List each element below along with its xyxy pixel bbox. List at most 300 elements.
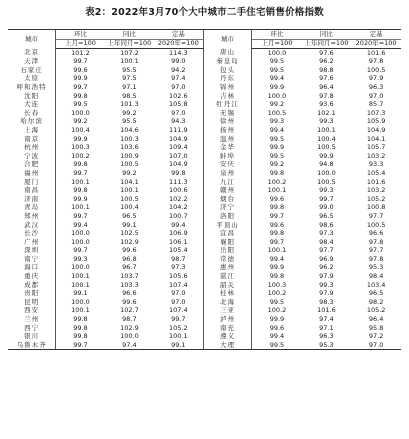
yoy-cell-left: 100.4 xyxy=(120,203,139,212)
city-cell-right: 南充 xyxy=(203,324,252,333)
mom-cell-right: 99.3 xyxy=(269,117,285,126)
mom-cell-right: 99.4 xyxy=(269,332,285,341)
table-row xyxy=(8,289,401,298)
mom-cell-left: 100.0 xyxy=(71,108,90,117)
table-row xyxy=(8,57,401,66)
fixed-cell-right: 96.5 xyxy=(368,289,384,298)
mom-cell-right: 99.8 xyxy=(269,272,285,281)
yoy-cell-left: 97.1 xyxy=(122,83,137,92)
fixed-subheader-right: 2020年=100 xyxy=(351,39,401,48)
table-row xyxy=(8,220,401,229)
yoy-cell-left: 100.5 xyxy=(120,160,139,169)
fixed-cell-left: 98.7 xyxy=(171,254,186,263)
fixed-cell-right: 98.2 xyxy=(368,297,384,306)
fixed-cell-right: 97.9 xyxy=(368,74,384,83)
yoy-cell-right: 101.6 xyxy=(317,306,336,315)
mom-cell-left: 99.9 xyxy=(73,194,88,203)
fixed-cell-left: 111.9 xyxy=(169,125,188,134)
mom-cell-right: 99.6 xyxy=(269,194,285,203)
mom-cell-left: 100.1 xyxy=(71,306,90,315)
fixed-cell-right: 97.8 xyxy=(368,254,384,263)
fixed-cell-right: 97.8 xyxy=(368,237,384,246)
yoy-cell-left: 102.9 xyxy=(120,237,139,246)
city-cell-left: 重庆 xyxy=(8,272,56,281)
mom-cell-right: 99.5 xyxy=(269,57,285,66)
fixed-cell-right: 97.8 xyxy=(368,57,384,66)
table-row xyxy=(8,117,401,126)
yoy-cell-right: 97.6 xyxy=(319,74,334,83)
mom-cell-right: 99.6 xyxy=(269,220,285,229)
city-cell-right: 济宁 xyxy=(203,203,252,212)
city-cell-right: 秦皇岛 xyxy=(203,57,252,66)
fixed-cell-left: 97.4 xyxy=(171,74,186,83)
yoy-cell-left: 103.6 xyxy=(120,143,139,152)
fixed-cell-left: 106.9 xyxy=(169,229,188,238)
yoy-cell-left: 97.4 xyxy=(105,341,154,350)
yoy-cell-left: 100.1 xyxy=(120,186,139,195)
fixed-cell-left: 100.6 xyxy=(169,186,188,195)
table-row xyxy=(8,212,401,221)
table-row xyxy=(8,126,401,135)
city-cell-right: 湛江 xyxy=(203,272,252,281)
table-row xyxy=(8,263,401,272)
fixed-cell-right: 101.6 xyxy=(366,177,386,186)
mom-cell-right: 99.5 xyxy=(269,297,285,306)
yoy-cell-left: 101.3 xyxy=(120,100,139,109)
yoy-cell-left: 97.5 xyxy=(122,74,137,83)
table-row xyxy=(8,306,401,315)
fixed-cell-right: 100.5 xyxy=(366,220,386,229)
table-row xyxy=(8,341,401,350)
fixed-cell-left: 109.4 xyxy=(169,143,188,152)
fixed-cell-left: 97.0 xyxy=(171,108,186,117)
city-cell-right: 唐山 xyxy=(203,48,252,57)
city-cell-left: 成都 xyxy=(8,281,56,290)
city-cell-left: 沈阳 xyxy=(8,92,56,101)
city-cell-right: 大理 xyxy=(203,341,252,350)
city-cell-left: 武汉 xyxy=(8,220,56,229)
fixed-cell-right: 105.2 xyxy=(366,194,386,203)
fixed-cell-left: 100.1 xyxy=(169,332,188,341)
yoy-cell-left: 100.1 xyxy=(120,57,139,66)
mom-cell-left: 100.0 xyxy=(71,237,90,246)
mom-cell-left: 100.2 xyxy=(71,151,90,160)
fixed-cell-right: 96.4 xyxy=(368,315,384,324)
city-cell-left: 昆明 xyxy=(8,298,56,307)
fixed-cell-left: 94.3 xyxy=(171,117,186,126)
fixed-cell-right: 97.2 xyxy=(368,332,384,341)
fixed-cell-right: 96.3 xyxy=(368,83,384,92)
table-row xyxy=(8,229,401,238)
yoy-cell-left: 96.8 xyxy=(122,254,137,263)
table-row xyxy=(8,100,401,109)
fixed-cell-right: 103.2 xyxy=(366,186,386,195)
yoy-cell-right: 96.2 xyxy=(319,263,334,272)
city-cell-right: 常德 xyxy=(203,255,252,264)
table-row xyxy=(8,238,401,247)
city-cell-left: 厦门 xyxy=(8,178,56,187)
city-cell-left: 兰州 xyxy=(8,315,56,324)
yoy-cell-right: 102.1 xyxy=(317,108,336,117)
yoy-cell-right: 94.8 xyxy=(319,160,334,169)
table-row xyxy=(8,195,401,204)
yoy-cell-right: 98.6 xyxy=(319,220,334,229)
table-row xyxy=(8,143,401,152)
yoy-cell-right: 100.1 xyxy=(317,125,336,134)
mom-cell-left: 99.6 xyxy=(73,65,88,74)
fixed-cell-left: 114.3 xyxy=(169,48,188,57)
city-cell-right: 丹东 xyxy=(203,74,252,83)
city-cell-right: 遵义 xyxy=(203,332,252,341)
city-cell-right: 三亚 xyxy=(203,306,252,315)
yoy-cell-right: 95.3 xyxy=(302,341,352,350)
table-row xyxy=(8,48,401,57)
table-row xyxy=(8,315,401,324)
city-cell-left: 贵阳 xyxy=(8,289,56,298)
yoy-cell-left: 100.3 xyxy=(120,134,139,143)
yoy-cell-right: 97.4 xyxy=(319,315,334,324)
fixed-cell-right: 103.2 xyxy=(366,151,386,160)
fixed-cell-left: 105.6 xyxy=(169,272,188,281)
city-cell-left: 济南 xyxy=(8,195,56,204)
fixed-cell-left: 97.0 xyxy=(171,297,186,306)
city-cell-left: 乌鲁木齐 xyxy=(8,341,56,350)
mom-cell-left: 100.1 xyxy=(71,272,90,281)
city-cell-left: 郑州 xyxy=(8,212,56,221)
yoy-cell-left: 100.5 xyxy=(120,194,139,203)
city-cell-left: 深圳 xyxy=(8,246,56,255)
table-row xyxy=(8,135,401,144)
mom-cell-left: 100.0 xyxy=(71,229,90,238)
fixed-cell-right: 85.7 xyxy=(368,100,384,109)
yoy-cell-left: 99.6 xyxy=(122,297,137,306)
fixed-cell-left: 102.6 xyxy=(169,91,188,100)
yoy-cell-left: 103.3 xyxy=(120,280,139,289)
yoy-cell-left: 99.1 xyxy=(122,220,137,229)
mom-cell-right: 99.4 xyxy=(269,125,285,134)
mom-cell-right: 99.5 xyxy=(269,65,285,74)
mom-cell-left: 99.7 xyxy=(73,168,88,177)
fixed-cell-left: 107.4 xyxy=(169,280,188,289)
yoy-cell-left: 99.2 xyxy=(122,108,137,117)
fixed-cell-right: 105.4 xyxy=(366,168,386,177)
city-cell-left: 西安 xyxy=(8,306,56,315)
mom-cell-right: 99.9 xyxy=(269,263,285,272)
city-cell-left: 大连 xyxy=(8,100,56,109)
yoy-cell-right: 96.4 xyxy=(319,83,334,92)
mom-cell-right: 99.7 xyxy=(269,237,285,246)
mom-cell-left: 100.3 xyxy=(71,143,90,152)
table-row xyxy=(8,83,401,92)
yoy-cell-right: 97.9 xyxy=(319,272,334,281)
mom-cell-right: 99.2 xyxy=(269,160,285,169)
mom-cell-left: 99.3 xyxy=(73,254,88,263)
fixed-cell-right: 104.1 xyxy=(366,134,386,143)
fixed-cell-left: 97.3 xyxy=(171,263,186,272)
mom-cell-left: 100.0 xyxy=(71,263,90,272)
fixed-cell-left: 106.1 xyxy=(169,237,188,246)
yoy-cell-left: 95.5 xyxy=(122,117,137,126)
yoy-cell-right: 100.4 xyxy=(317,134,336,143)
mom-cell-left: 99.7 xyxy=(56,341,105,350)
mom-cell-left: 99.8 xyxy=(73,91,88,100)
table-row xyxy=(8,160,401,169)
mom-subheader-left: 上月=100 xyxy=(56,39,105,48)
fixed-cell-left: 102.2 xyxy=(169,194,188,203)
city-cell-left: 太原 xyxy=(8,74,56,83)
yoy-cell-right: 100.5 xyxy=(317,143,336,152)
yoy-cell-left: 102.5 xyxy=(120,229,139,238)
fixed-cell-left: 104.9 xyxy=(169,160,188,169)
fixed-cell-right: 97.7 xyxy=(368,246,384,255)
city-cell-left: 福州 xyxy=(8,169,56,178)
yoy-cell-right: 97.8 xyxy=(319,91,334,100)
city-cell-right: 徐州 xyxy=(203,117,252,126)
yoy-header-right: 同比 xyxy=(302,30,352,40)
yoy-cell-right: 99.3 xyxy=(319,280,334,289)
table-row xyxy=(8,92,401,101)
mom-cell-left: 99.7 xyxy=(73,211,88,220)
fixed-cell-left: 107.4 xyxy=(169,306,188,315)
city-cell-right: 桂林 xyxy=(203,289,252,298)
mom-cell-right: 99.8 xyxy=(269,168,285,177)
yoy-cell-right: 99.3 xyxy=(319,117,334,126)
fixed-cell-left: 105.4 xyxy=(169,246,188,255)
mom-subheader-right: 上月=100 xyxy=(252,39,302,48)
yoy-cell-right: 97.9 xyxy=(319,289,334,298)
city-cell-left: 长沙 xyxy=(8,229,56,238)
mom-cell-left: 99.8 xyxy=(73,186,88,195)
mom-header-left: 环比 xyxy=(56,30,105,40)
city-cell-left: 上海 xyxy=(8,126,56,135)
table-row xyxy=(8,178,401,187)
mom-cell-left: 99.8 xyxy=(73,332,88,341)
city-cell-right: 包头 xyxy=(203,66,252,75)
table-row xyxy=(8,332,401,341)
yoy-cell-left: 104.1 xyxy=(120,177,139,186)
yoy-cell-left: 102.9 xyxy=(120,323,139,332)
mom-cell-left: 100.4 xyxy=(71,125,90,134)
fixed-cell-right: 93.3 xyxy=(368,160,384,169)
fixed-cell-left: 100.7 xyxy=(169,211,188,220)
mom-cell-right: 99.5 xyxy=(252,341,302,350)
table-row xyxy=(8,255,401,264)
yoy-cell-right: 99.3 xyxy=(319,186,334,195)
table-row xyxy=(8,298,401,307)
yoy-cell-right: 99.9 xyxy=(319,151,334,160)
yoy-cell-left: 100.9 xyxy=(120,151,139,160)
table-title: 表2：2022年3月70个大中城市二手住宅销售价格指数 xyxy=(85,7,324,18)
mom-cell-left: 99.2 xyxy=(73,117,88,126)
yoy-subheader-right: 上年同月=100 xyxy=(302,39,352,48)
mom-cell-left: 100.1 xyxy=(71,177,90,186)
fixed-cell-right: 95.8 xyxy=(368,323,384,332)
yoy-cell-left: 99.6 xyxy=(122,246,137,255)
yoy-cell-left: 99.2 xyxy=(122,168,137,177)
table-row xyxy=(8,186,401,195)
city-cell-left: 南昌 xyxy=(8,186,56,195)
mom-cell-left: 99.7 xyxy=(73,246,88,255)
mom-cell-right: 100.3 xyxy=(267,280,287,289)
city-cell-right: 襄阳 xyxy=(203,238,252,247)
table-body xyxy=(8,48,401,350)
price-index-table xyxy=(8,29,401,350)
fixed-cell-right: 100.5 xyxy=(366,65,386,74)
yoy-cell-left: 96.6 xyxy=(122,289,137,298)
city-cell-left: 呼和浩特 xyxy=(8,83,56,92)
yoy-cell-right: 96.9 xyxy=(319,254,334,263)
mom-cell-right: 99.5 xyxy=(269,134,285,143)
fixed-header-right: 定基 xyxy=(351,30,401,40)
fixed-cell-right: 107.3 xyxy=(366,108,386,117)
city-cell-left: 青岛 xyxy=(8,203,56,212)
city-cell-right: 安庆 xyxy=(203,160,252,169)
yoy-cell-right: 98.8 xyxy=(319,65,334,74)
city-cell-right: 无锡 xyxy=(203,109,252,118)
mom-cell-right: 99.6 xyxy=(269,323,285,332)
fixed-cell-left: 104.2 xyxy=(169,203,188,212)
fixed-cell-left: 105.2 xyxy=(169,323,188,332)
fixed-cell-right: 105.9 xyxy=(366,117,386,126)
mom-cell-right: 100.2 xyxy=(267,306,287,315)
yoy-subheader-left: 上年同月=100 xyxy=(105,39,154,48)
yoy-cell-right: 97.3 xyxy=(319,229,334,238)
yoy-cell-right: 99.0 xyxy=(319,203,334,212)
fixed-header-left: 定基 xyxy=(154,30,203,40)
yoy-cell-left: 103.7 xyxy=(120,272,139,281)
mom-cell-left: 99.8 xyxy=(73,315,88,324)
fixed-cell-right: 105.7 xyxy=(366,143,386,152)
yoy-cell-right: 98.3 xyxy=(319,297,334,306)
yoy-cell-left: 102.7 xyxy=(120,306,139,315)
table-row xyxy=(8,169,401,178)
yoy-cell-right: 97.6 xyxy=(319,48,334,57)
mom-cell-right: 99.4 xyxy=(269,74,285,83)
yoy-cell-right: 100.0 xyxy=(317,168,336,177)
fixed-cell-left: 99.4 xyxy=(171,220,186,229)
fixed-cell-left: 97.0 xyxy=(171,289,186,298)
city-cell-right: 洛阳 xyxy=(203,212,252,221)
fixed-cell-right: 98.4 xyxy=(368,272,384,281)
yoy-cell-left: 98.7 xyxy=(122,315,137,324)
fixed-cell-right: 97.0 xyxy=(351,341,401,350)
yoy-cell-left: 107.2 xyxy=(120,48,139,57)
yoy-cell-right: 93.6 xyxy=(319,100,334,109)
city-cell-right: 惠州 xyxy=(203,263,252,272)
yoy-cell-right: 100.5 xyxy=(317,177,336,186)
mom-cell-right: 99.8 xyxy=(269,203,285,212)
fixed-cell-left: 99.0 xyxy=(171,57,186,66)
mom-cell-right: 100.5 xyxy=(267,108,287,117)
city-cell-left: 北京 xyxy=(8,48,56,57)
table-row xyxy=(8,152,401,161)
table-row xyxy=(8,246,401,255)
yoy-cell-left: 96.7 xyxy=(122,263,137,272)
city-cell-right: 韶关 xyxy=(203,281,252,290)
mom-cell-left: 99.5 xyxy=(73,100,88,109)
fixed-cell-right: 105.2 xyxy=(366,306,386,315)
yoy-cell-left: 96.5 xyxy=(122,211,137,220)
yoy-cell-right: 97.1 xyxy=(319,323,334,332)
city-cell-left: 银川 xyxy=(8,332,56,341)
city-cell-left: 西宁 xyxy=(8,324,56,333)
city-cell-right: 泉州 xyxy=(203,169,252,178)
fixed-cell-left: 97.0 xyxy=(171,83,186,92)
mom-cell-right: 100.1 xyxy=(267,186,287,195)
mom-cell-left: 99.8 xyxy=(73,323,88,332)
city-cell-left: 广州 xyxy=(8,238,56,247)
header-row-1 xyxy=(8,30,401,40)
fixed-cell-left: 104.9 xyxy=(169,134,188,143)
mom-cell-right: 100.0 xyxy=(267,48,287,57)
table-row xyxy=(8,74,401,83)
mom-cell-left: 99.9 xyxy=(73,74,88,83)
fixed-cell-left: 99.1 xyxy=(154,341,203,350)
city-cell-left: 哈尔滨 xyxy=(8,117,56,126)
city-cell-left: 南京 xyxy=(8,135,56,144)
city-cell-right: 吉林 xyxy=(203,92,252,101)
city-cell-left: 天津 xyxy=(8,57,56,66)
mom-cell-left: 100.1 xyxy=(71,280,90,289)
fixed-cell-left: 111.3 xyxy=(169,177,188,186)
yoy-cell-right: 96.3 xyxy=(319,332,334,341)
fixed-cell-left: 94.2 xyxy=(171,65,186,74)
fixed-cell-right: 97.7 xyxy=(368,211,384,220)
table-row xyxy=(8,203,401,212)
table-row xyxy=(8,109,401,118)
city-cell-right: 北海 xyxy=(203,298,252,307)
yoy-cell-right: 96.5 xyxy=(319,211,334,220)
fixed-subheader-left: 2020年=100 xyxy=(154,39,203,48)
table-row xyxy=(8,281,401,290)
mom-cell-right: 100.0 xyxy=(267,91,287,100)
mom-cell-right: 99.8 xyxy=(269,229,285,238)
mom-cell-right: 99.7 xyxy=(269,211,285,220)
mom-cell-left: 99.9 xyxy=(73,134,88,143)
fixed-cell-right: 104.9 xyxy=(366,125,386,134)
fixed-cell-right: 103.4 xyxy=(366,280,386,289)
city-cell-left: 杭州 xyxy=(8,143,56,152)
mom-cell-left: 99.7 xyxy=(73,83,88,92)
mom-header-right: 环比 xyxy=(252,30,302,40)
city-cell-right: 岳阳 xyxy=(203,246,252,255)
city-cell-right: 金华 xyxy=(203,143,252,152)
yoy-cell-left: 104.6 xyxy=(120,125,139,134)
mom-cell-right: 100.2 xyxy=(267,177,287,186)
city-cell-left: 宁波 xyxy=(8,152,56,161)
city-cell-right: 平顶山 xyxy=(203,220,252,229)
city-header-left: 城市 xyxy=(8,30,56,49)
yoy-cell-right: 97.7 xyxy=(319,246,334,255)
yoy-cell-left: 98.5 xyxy=(122,91,137,100)
fixed-cell-right: 97.0 xyxy=(368,91,384,100)
mom-cell-right: 99.4 xyxy=(269,254,285,263)
yoy-header-left: 同比 xyxy=(105,30,154,40)
table-row xyxy=(8,272,401,281)
yoy-cell-left: 100.0 xyxy=(120,332,139,341)
city-cell-right: 锦州 xyxy=(203,83,252,92)
mom-cell-left: 100.0 xyxy=(71,297,90,306)
fixed-cell-right: 96.6 xyxy=(368,229,384,238)
table-row xyxy=(8,324,401,333)
yoy-cell-right: 98.4 xyxy=(319,237,334,246)
city-cell-right: 九江 xyxy=(203,178,252,187)
city-cell-right: 牡丹江 xyxy=(203,100,252,109)
mom-cell-left: 99.8 xyxy=(73,160,88,169)
yoy-cell-right: 99.7 xyxy=(319,194,334,203)
city-cell-left: 南宁 xyxy=(8,255,56,264)
mom-cell-left: 99.4 xyxy=(73,220,88,229)
